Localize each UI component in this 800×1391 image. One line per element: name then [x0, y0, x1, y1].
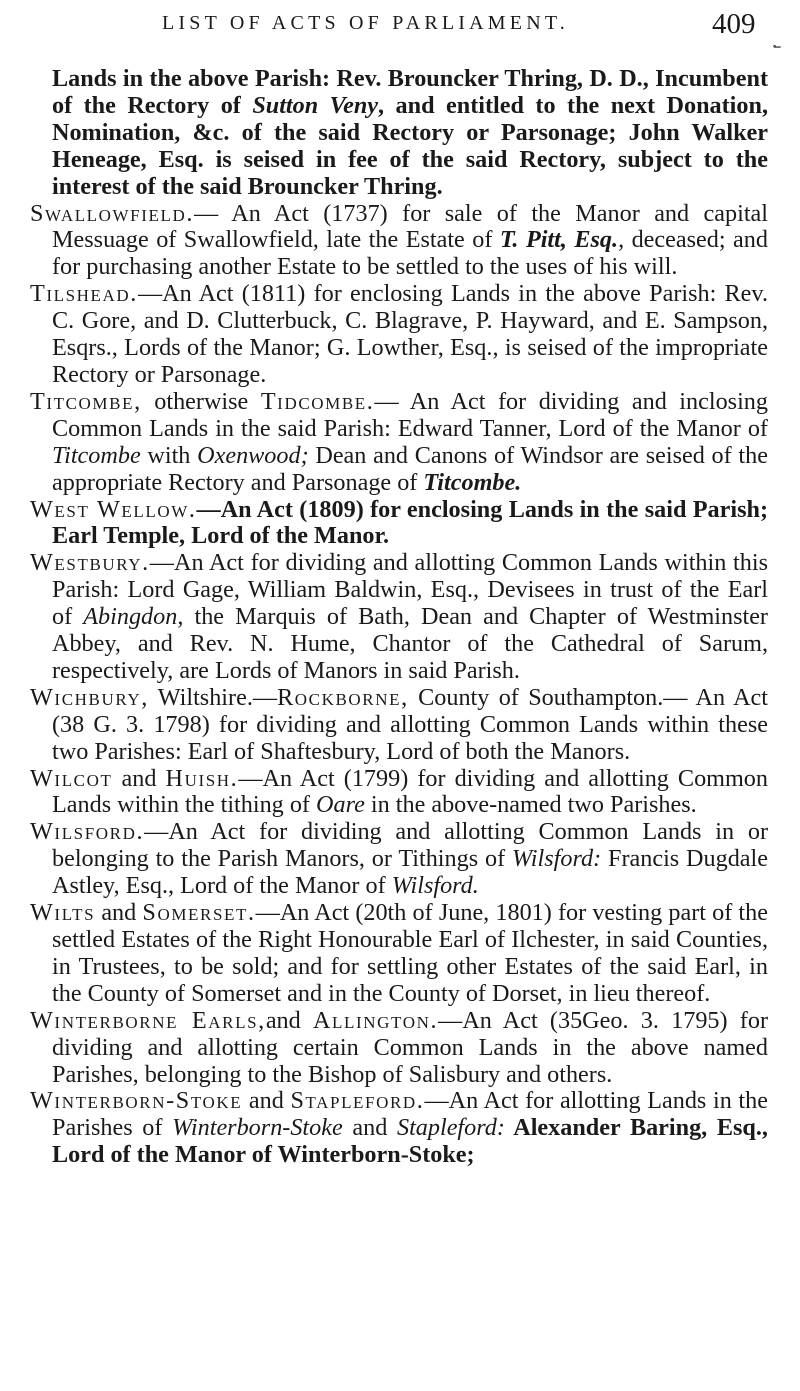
entry-heading-alt: Huish. — [165, 764, 239, 792]
running-title: LIST OF ACTS OF PARLIAMENT. — [162, 12, 569, 34]
entry-winterborn-stoke: Winterborn-Stoke and Stapleford.—An Act for allotting Lands in the Parishes of Winterborn-Stoke and Stapleford: Alexander Baring, Esq., Lord of the Manor of Winterborn-Stoke; — [30, 1087, 768, 1169]
entry-heading: Wichbury, — [30, 683, 149, 711]
place-name: Winterborn-Stoke — [172, 1114, 343, 1142]
entry-wilts: Wilts and Somerset.—An Act (20th of June, 1801) for vesting part of the settled Estates of the Right Honourable Earl of Ilchester, in said Counties, in Trustees, to be sold; and for settling other Estates of the said Earl, in the County of Somerset and in the County of Dorset, in lieu thereof. — [30, 899, 768, 1007]
entry-heading: Swallowfield. — [30, 199, 194, 227]
person-name: T. Pitt, Esq. — [499, 226, 619, 254]
entry-heading: Winterborne Earls, — [30, 1006, 266, 1034]
entry-tilshead: Tilshead.—An Act (1811) for enclosing Lands in the above Parish: Rev. C. Gore, and D. Clutterbuck, C. Blagrave, P. Hayward, and E. Sampson, Esqrs., Lords of the Manor; G. Lowther, Esq., is seised of the impropriate Rectory or Parsonage. — [30, 280, 768, 388]
entry-swallowfield: Swallowfield.— An Act (1737) for sale of the Manor and capital Messuage of Swallowfield, late the Estate of T. Pitt, Esq., deceased; and for purchasing another Estate to be settled to the uses of his will. — [30, 199, 768, 281]
entry-heading: West Wellow. — [30, 495, 197, 523]
entry-heading-alt: Somerset. — [142, 899, 256, 927]
entry-heading: Tilshead. — [30, 280, 138, 308]
entry-wichbury: Wichbury, Wiltshire.—Rockborne, County of Southampton.— An Act (38 G. 3. 1798) for dividing and allotting Common Lands within these two Parishes: Earl of Shaftesbury, Lord of both the Manors. — [30, 683, 768, 765]
place-name: Sutton Veny — [252, 91, 379, 119]
place-name: Oare — [316, 791, 365, 819]
place-name: Abingdon — [83, 603, 178, 631]
entry-wilcot: Wilcot and Huish.—An Act (1799) for dividing and allotting Common Lands within the tithing of Oare in the above-named two Parishes. — [30, 764, 768, 819]
entry-continuation: Lands in the above Parish: Rev. Brouncker Thring, D. D., Incumbent of the Rectory of Sutton Veny, and entitled to the next Donation, Nomination, &c. of the said Rectory or Parsonage; John Walker Heneage, Esq. is seised in fee of the said Rectory, subject to the interest of the said Brouncker Thring. — [52, 65, 768, 200]
entry-west-wellow: West Wellow.—An Act (1809) for enclosing Lands in the said Parish; Earl Temple, Lord of the Manor. — [30, 495, 768, 550]
page-number: 409 — [712, 8, 756, 40]
entry-heading: Wilsford. — [30, 818, 145, 846]
entry-titcombe: Titcombe, otherwise Tidcombe.— An Act for dividing and inclosing Common Lands in the said Parish: Edward Tanner, Lord of the Manor of Titcombe with Oxenwood; Dean and Canons of Windsor are seised of the appropriate Rectory and Parsonage of Titcombe. — [30, 387, 768, 496]
place-name: Titcombe — [52, 441, 141, 469]
entry-heading: Wilts — [30, 899, 96, 927]
entry-wilsford: Wilsford.—An Act for dividing and allotting Common Lands in or belonging to the Parish Manors, or Tithings of Wilsford: Francis Dugdale Astley, Esq., Lord of the Manor of Wilsford. — [30, 818, 768, 900]
place-name: Wilsford: — [511, 845, 602, 873]
place-name: Oxenwood; — [197, 441, 309, 469]
entry-heading-alt: Stapleford. — [290, 1087, 425, 1115]
entry-winterborne-earls: Winterborne Earls,and Allington.—An Act (35Geo. 3. 1795) for dividing and allotting certain Common Lands in the above named Parishes, belonging to the Bishop of Salisbury and others. — [30, 1006, 768, 1088]
place-name: Titcombe. — [423, 468, 522, 496]
corner-mark: ؂ — [773, 35, 782, 50]
entry-heading: Westbury. — [30, 549, 150, 577]
entry-heading: Titcombe, — [30, 387, 142, 415]
place-name: Wilsford. — [391, 872, 479, 900]
entry-westbury: Westbury.—An Act for dividing and allotting Common Lands within this Parish: Lord Gage, William Baldwin, Esq., Devisees in trust of the Earl of Abingdon, the Marquis of Bath, Dean and Chapter of Westminster Abbey, and Rev. N. Hume, Chantor of the Cathedral of Sarum, respectively, are Lords of Manors in said Parish. — [30, 549, 768, 684]
entry-heading: Winterborn-Stoke — [30, 1087, 243, 1115]
place-name: Stapleford: — [396, 1114, 505, 1142]
entry-heading-alt: Allington. — [312, 1006, 439, 1034]
running-head — [0, 8, 800, 48]
entry-heading: Wilcot — [30, 764, 113, 792]
entry-heading-alt: Rockborne, — [277, 683, 409, 711]
entry-heading-alt: Tidcombe. — [260, 387, 375, 415]
entries-list — [30, 66, 768, 1169]
